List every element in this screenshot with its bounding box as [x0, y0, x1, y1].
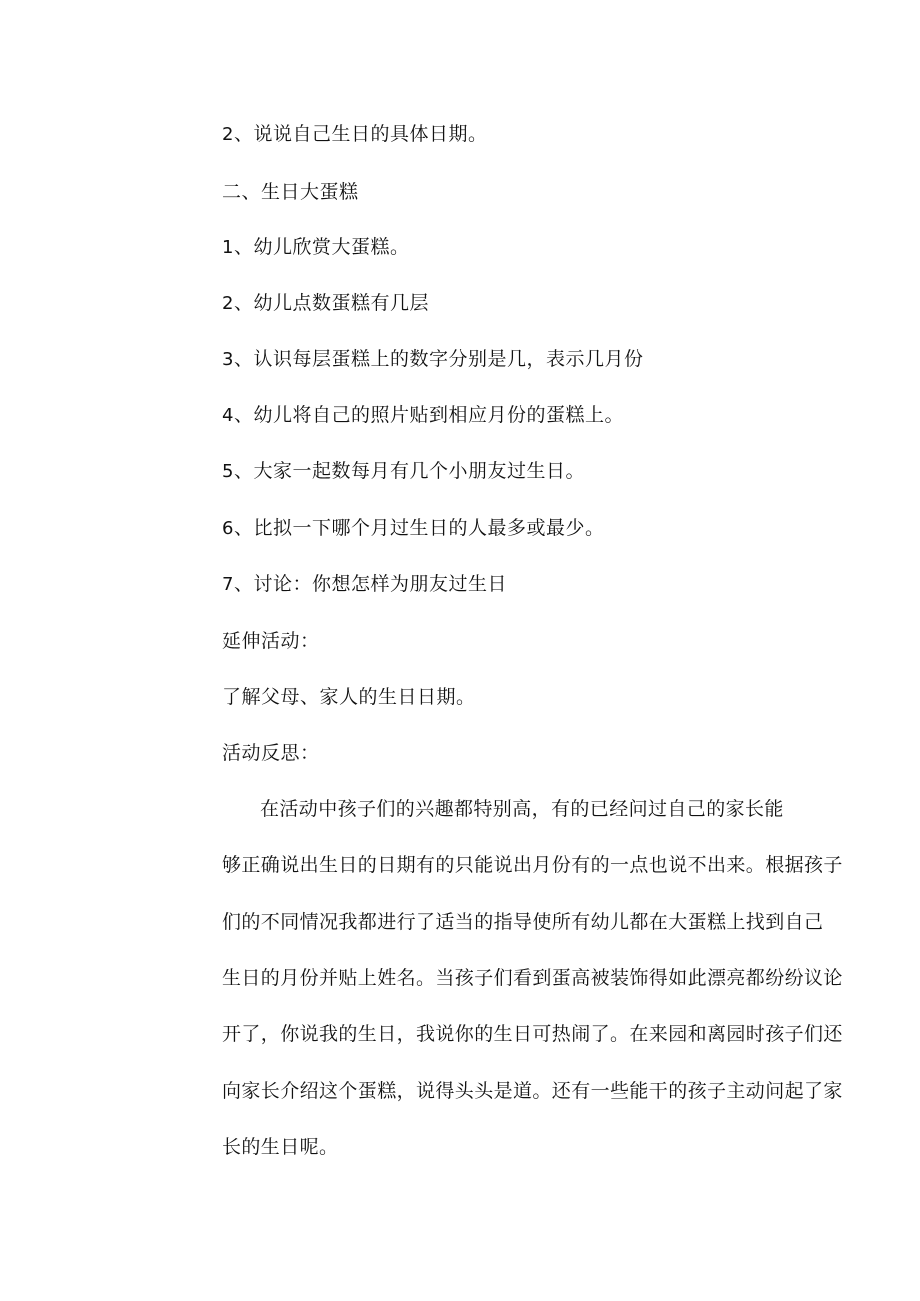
reflection-line: 生日的月份并贴上姓名。当孩子们看到蛋高被装饰得如此漂亮都纷纷议论: [222, 967, 843, 989]
reflection-heading: [222, 741, 320, 765]
step-number: 2: [222, 124, 234, 145]
step-text: 、幼儿欣赏大蛋糕。: [233, 236, 410, 258]
step-text: 、大家一起数每月有几个小朋友过生日。: [233, 460, 585, 482]
step-text: 、认识每层蛋糕上的数字分别是几，表示几月份: [233, 348, 644, 370]
step-number: 2: [222, 293, 234, 314]
cake-step-7-line: [222, 572, 507, 597]
cake-step-1-line: [222, 235, 409, 260]
extension-heading: [222, 629, 320, 653]
step-2-line: [222, 122, 487, 147]
step-number: 1: [222, 237, 234, 258]
section-heading-birthday-cake: [222, 180, 359, 204]
step-text: 、讨论：你想怎样为朋友过生日: [233, 573, 507, 595]
reflection-line: 在活动中孩子们的兴趣都特别高，有的已经问过自己的家长能: [260, 798, 784, 820]
step-number: 4: [222, 405, 234, 426]
reflection-line: 长的生日呢。: [222, 1136, 339, 1158]
cake-step-6-line: [222, 516, 604, 541]
step-text: 、幼儿将自己的照片贴到相应月份的蛋糕上。: [233, 404, 624, 426]
step-number: 5: [222, 461, 234, 482]
extension-text: 了解父母、家人的生日日期。: [222, 686, 476, 708]
extension-text-line: [222, 685, 476, 709]
cake-step-2-line: [222, 291, 429, 316]
reflection-line: 们的不同情况我都进行了适当的指导使所有幼儿都在大蛋糕上找到自己: [222, 911, 824, 933]
reflection-line: 开了，你说我的生日，我说你的生日可热闹了。在来园和离园时孩子们还: [222, 1023, 843, 1045]
step-number: 6: [222, 518, 234, 539]
step-text: 、比拟一下哪个月过生日的人最多或最少。: [233, 517, 605, 539]
cake-step-5-line: [222, 459, 585, 484]
step-text: 、幼儿点数蛋糕有几层: [233, 292, 429, 314]
extension-heading-text: 延伸活动：: [222, 630, 320, 652]
step-text: 、说说自己生日的具体日期。: [233, 123, 488, 145]
step-number: 3: [222, 349, 234, 370]
cake-step-4-line: [222, 403, 624, 428]
section-heading-text: 二、生日大蛋糕: [222, 181, 359, 203]
reflection-heading-text: 活动反思：: [222, 742, 320, 764]
reflection-line: 向家长介绍这个蛋糕，说得头头是道。还有一些能干的孩子主动问起了家: [222, 1080, 843, 1102]
reflection-line: 够正确说出生日的日期有的只能说出月份有的一点也说不出来。根据孩子: [222, 854, 843, 876]
cake-step-3-line: [222, 347, 643, 372]
step-number: 7: [222, 574, 234, 595]
